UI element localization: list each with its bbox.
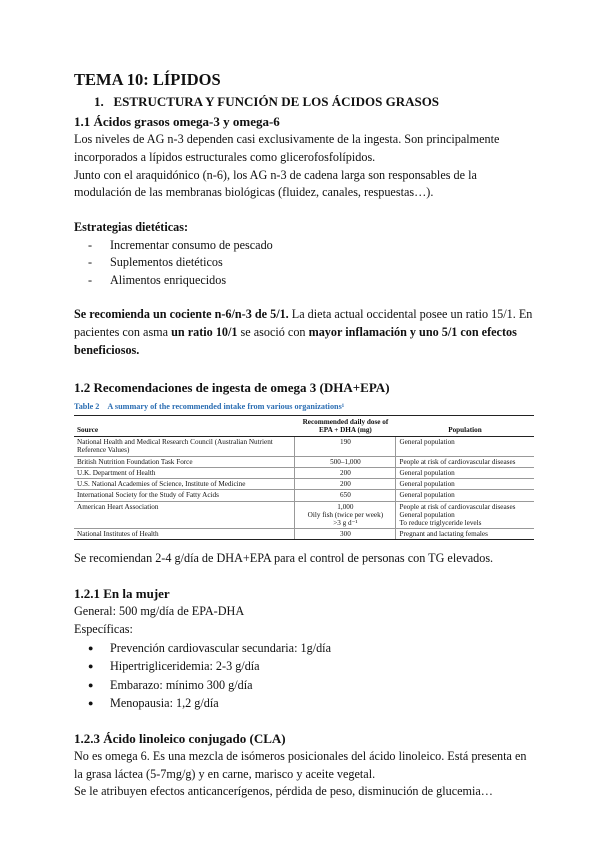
list-item: ● Prevención cardiovascular secundaria: 1g/día [88,639,534,658]
section-1-1-heading: 1.1 Ácidos grasos omega-3 y omega-6 [74,114,280,129]
women-specific-label: Específicas: [74,621,133,636]
list-item: ● Hipertrigliceridemia: 2-3 g/día [88,657,534,676]
table-row: U.K. Department of Health 200 General population [74,467,534,478]
cla-paragraph-1: No es omega 6. Es una mezcla de isómeros posicionales del ácido linoleico. Está presenta en la grasa láctea (5-7mg/g) y en carne, marisco y aceite vegetal. [74,748,527,781]
section-1-number: 1. [94,94,104,109]
list-item: ● Embarazo: mínimo 300 g/día [88,676,534,695]
section-1-2-3-heading: 1.2.3 Ácido linoleico conjugado (CLA) [74,730,286,746]
section-1-1-paragraph-1: Los niveles de AG n-3 dependen casi exclusivamente de la ingesta. Son principalmente incorporados a lípidos estructurales como glicerofosfolípidos. [74,132,500,164]
section-1-heading [94,94,534,110]
women-general: General: 500 mg/día de EPA-DHA [74,604,245,619]
section-1-2-heading: 1.2 Recomendaciones de ingesta de omega 3 (DHA+EPA) [74,379,390,395]
strategies-heading: Estrategias dietéticas: [74,220,189,235]
table-row: British Nutrition Foundation Task Force 500–1,000 People at risk of cardiovascular diseases [74,456,534,467]
table-row: American Heart Association 1,000 Oily fish (twice per week) >3 g d⁻¹ People at risk of cardiovascular diseases General population To reduce triglyceride levels [74,501,534,529]
section-1-label: ESTRUCTURA Y FUNCIÓN DE LOS ÁCIDOS GRASOS [113,94,440,109]
table-header-dose: Recommended daily dose of EPA + DHA (mg) [295,415,396,436]
table-header-source: Source [74,415,295,436]
table-caption: Table 2 A summary of the recommended intake from various organizations¹ [74,401,345,411]
cla-paragraph-2: Se le atribuyen efectos anticancerígenos, pérdida de peso, disminución de glucemia… [74,784,493,799]
list-item: - Incrementar consumo de pescado [88,237,534,255]
page-title: TEMA 10: LÍPIDOS [74,70,221,89]
women-specific-list [74,639,534,713]
list-item: ● Menopausia: 1,2 g/día [88,694,534,713]
list-item: - Alimentos enriquecidos [88,272,534,290]
document-page [74,70,534,801]
section-1-2-1-heading: 1.2.1 En la mujer [74,586,170,602]
section-1-1-paragraph-2: Junto con el araquidónico (n-6), los AG n-3 de cadena larga son responsables de la modulación de las membranas biológicas (fluidez, canales, respuestas…). [74,167,477,200]
table-row: National Institutes of Health 300 Pregnant and lactating females [74,529,534,540]
table-header-population: Population [396,415,534,436]
section-1-2-after-table: Se recomiendan 2-4 g/día de DHA+EPA para el control de personas con TG elevados. [74,551,494,566]
table-row: U.S. National Academies of Science, Institute of Medicine 200 General population [74,479,534,490]
list-item: - Suplementos dietéticos [88,254,534,272]
strategies-list [74,237,534,290]
ratio-recommendation: Se recomienda un cociente n-6/n-3 de 5/1. La dieta actual occidental posee un ratio 15/1. En pacientes con asma un ratio 10/1 se asoció con mayor inflamación y uno 5/1 con efectos beneficiosos. [74,307,533,358]
table-row: National Health and Medical Research Council (Australian Nutrient Reference Values) 190 General population [74,437,534,456]
table-row: International Society for the Study of Fatty Acids 650 General population [74,490,534,501]
recommendation-table [74,415,534,540]
